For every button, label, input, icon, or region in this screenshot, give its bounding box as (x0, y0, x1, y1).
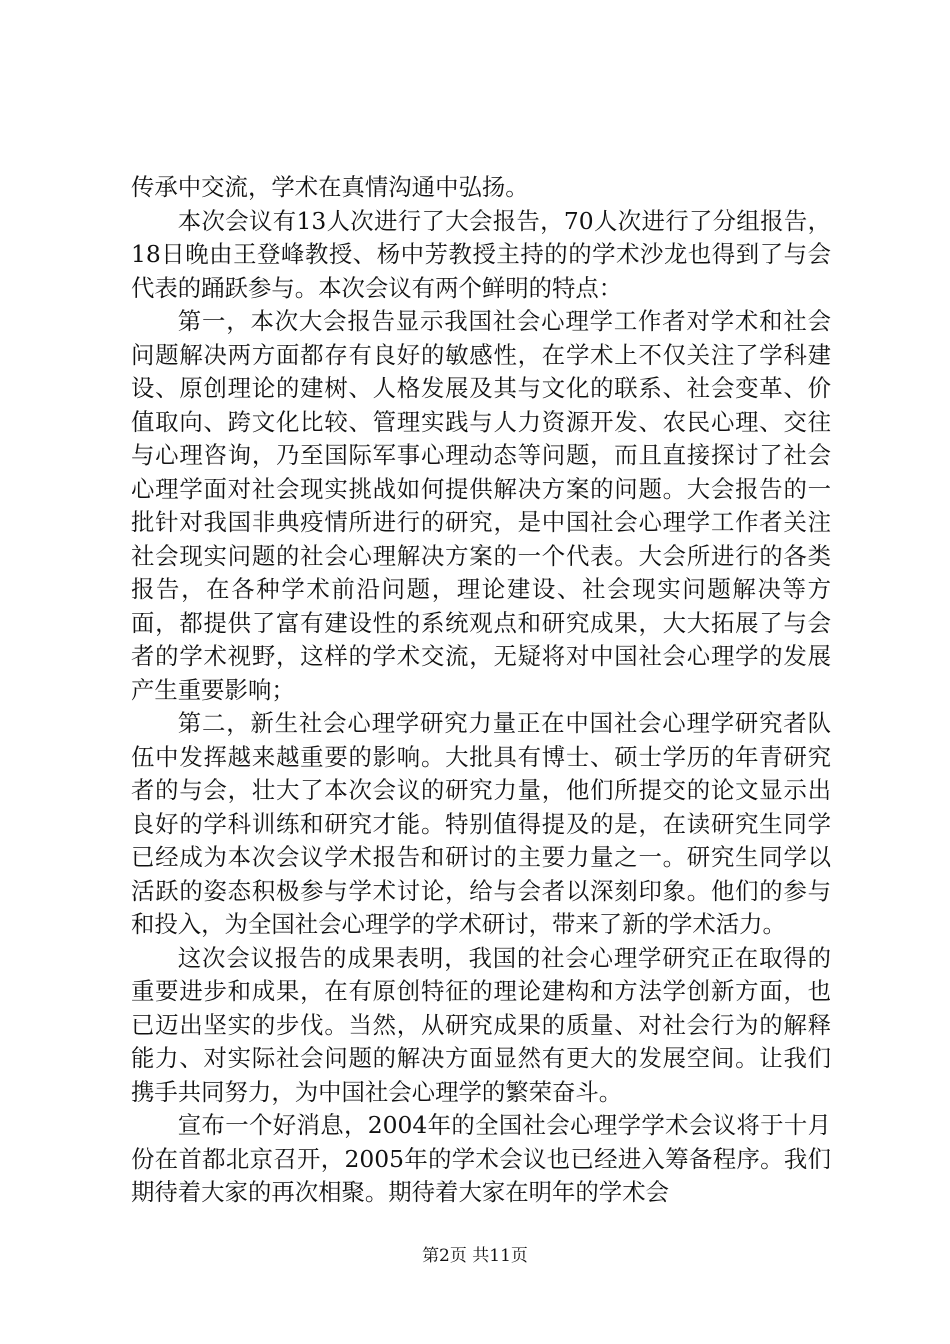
page-footer (0, 1245, 950, 1267)
paragraph-2: 本次会议有13人次进行了大会报告，70人次进行了分组报告，18日晚由王登峰教授、杨中芳教授主持的的学术沙龙也得到了与会代表的踊跃参与。本次会议有两个鲜明的特点： (131, 206, 831, 302)
document-body (131, 171, 831, 1210)
paragraph-3: 第一，本次大会报告显示我国社会心理学工作者对学术和社会问题解决两方面都存有良好的敏感性，在学术上不仅关注了学科建设、原创理论的建树、人格发展及其与文化的联系、社会变革、价值取向、跨文化比较、管理实践与人力资源开发、农民心理、交往与心理咨询，乃至国际军事心理动态等问题，而且直接探讨了社会心理学面对社会现实挑战如何提供解决方案的问题。大会报告的一批针对我国非典疫情所进行的研究，是中国社会心理学工作者关注社会现实问题的社会心理解决方案的一个代表。大会所进行的各类报告，在各种学术前沿问题，理论建设、社会现实问题解决等方面，都提供了富有建设性的系统观点和研究成果，大大拓展了与会者的学术视野，这样的学术交流，无疑将对中国社会心理学的发展产生重要影响； (131, 307, 831, 704)
paragraph-4: 第二，新生社会心理学研究力量正在中国社会心理学研究者队伍中发挥越来越重要的影响。大批具有博士、硕士学历的年青研究者的与会，壮大了本次会议的研究力量，他们所提交的论文显示出良好的学科训练和研究才能。特别值得提及的是，在读研究生同学已经成为本次会议学术报告和研讨的主要力量之一。研究生同学以活跃的姿态积极参与学术讨论，给与会者以深刻印象。他们的参与和投入，为全国社会心理学的学术研讨，带来了新的学术活力。 (131, 709, 831, 938)
paragraph-6: 宣布一个好消息，2004年的全国社会心理学学术会议将于十月份在首都北京召开，2005年的学术会议也已经进入筹备程序。我们期待着大家的再次相聚。期待着大家在明年的学术会 (131, 1111, 831, 1206)
paragraph-1: 传承中交流，学术在真情沟通中弘扬。 (131, 173, 529, 201)
page-number-label: 第2页 共11页 (422, 1246, 528, 1266)
paragraph-5: 这次会议报告的成果表明，我国的社会心理学研究正在取得的重要进步和成果，在有原创特征的理论建构和方法学创新方面，也已迈出坚实的步伐。当然，从研究成果的质量、对社会行为的解释能力、对实际社会问题的解决方面显然有更大的发展空间。让我们携手共同努力，为中国社会心理学的繁荣奋斗。 (131, 943, 831, 1106)
